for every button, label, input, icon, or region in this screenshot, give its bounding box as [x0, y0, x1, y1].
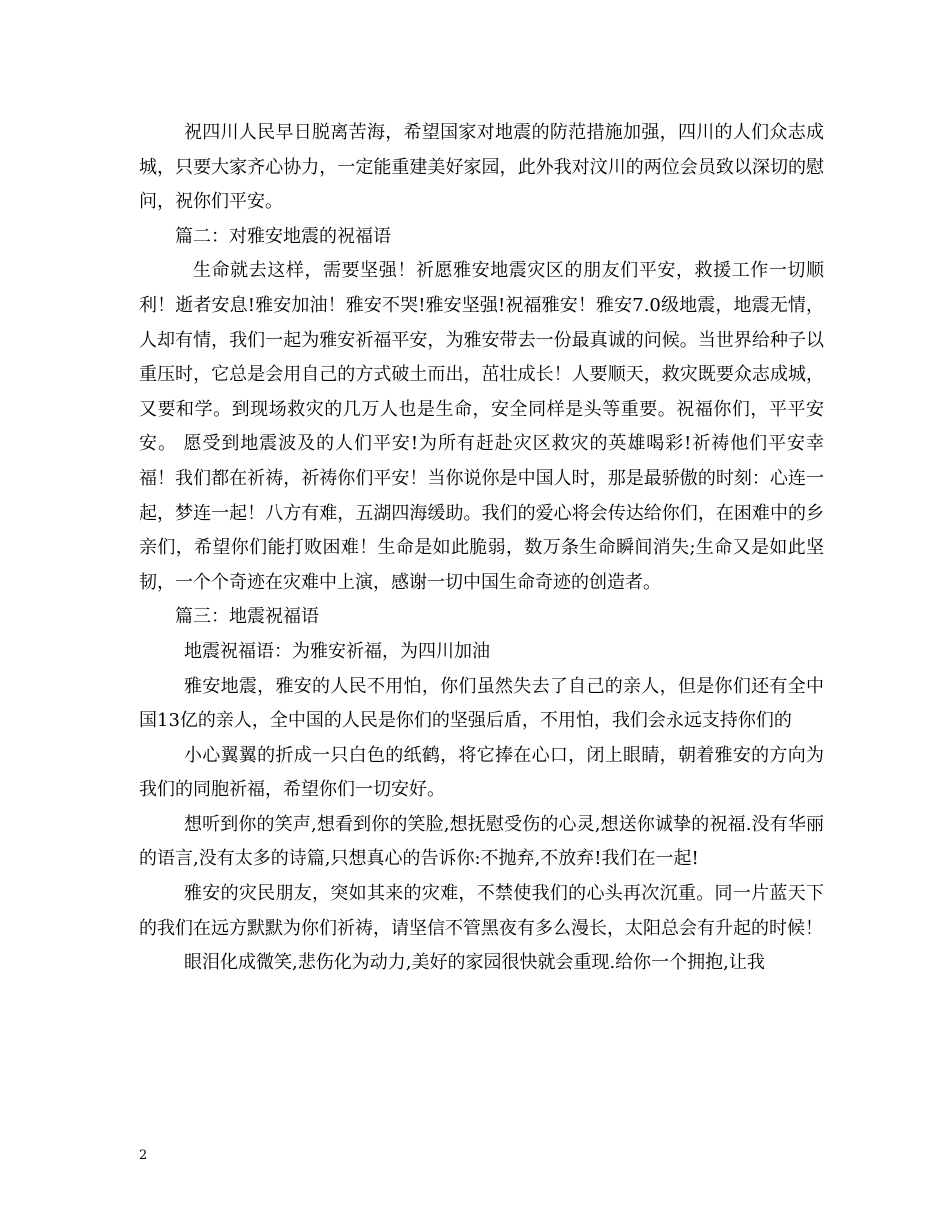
section-heading-part-two: 篇二：对雅安地震的祝福语: [175, 225, 391, 247]
section-subheading: 地震祝福语：为雅安祈福，为四川加油: [184, 640, 490, 662]
paragraph-prayers: 雅安的灾民朋友，突如其来的灾难，不禁使我们的心头再次沉重。同一片蓝天下的我们在远方默默为你们祈祷，请坚信不管黑夜有多么漫长，太阳总会有升起的时候！: [139, 883, 824, 939]
paragraph-smile: 想听到你的笑声,想看到你的笑脸,想抚慰受伤的心灵,想送你诚挚的祝福.没有华丽的语言,没有太多的诗篇,只想真心的告诉你:不抛弃,不放弃!我们在一起!: [139, 813, 824, 870]
paragraph-blessing-sichuan: 祝四川人民早日脱离苦海，希望国家对地震的防范措施加强，四川的人们众志成城，只要大家齐心协力，一定能重建美好家园，此外我对汶川的两位会员致以深切的慰问，祝你们平安。: [139, 122, 824, 213]
page-number: 2: [139, 1148, 148, 1163]
paragraph-yaan-blessings: 生命就去这样，需要坚强！祈愿雅安地震灾区的朋友们平安，救援工作一切顺利！逝者安息!雅安加油！雅安不哭!雅安坚强!祝福雅安！雅安7.0级地震，地震无情，人却有情，我们一起为雅安祈福平安，为雅安带去一份最真诚的问候。当世界给种子以重压时，它总是会用自己的方式破土而出，茁壮成长！人要顺天，救灾既要众志成城，又要和学。到现场救灾的几万人也是生命，安全同样是头等重要。祝福你们，平平安安。 愿受到地震波及的人们平安!为所有赶赴灾区救灾的英雄喝彩!祈祷他们平安幸福！我们都在祈祷，祈祷你们平安！当你说你是中国人时，那是最骄傲的时刻：心连一起，梦连一起！八方有难，五湖四海缓助。我们的爱心将会传达给你们，在困难中的乡亲们，希望你们能打败困难！生命是如此脆弱，数万条生命瞬间消失;生命又是如此坚韧，一个个奇迹在灾难中上演，感谢一切中国生命奇迹的创造者。: [139, 260, 824, 593]
section-heading-part-three: 篇三：地震祝福语: [175, 606, 319, 628]
document-body: [139, 116, 824, 981]
paragraph-tears-to-smile: 眼泪化成微笑,悲伤化为动力,美好的家园很快就会重现.给你一个拥抱,让我: [184, 952, 765, 974]
paragraph-paper-crane: 小心翼翼的折成一只白色的纸鹤，将它捧在心口，闭上眼睛，朝着雅安的方向为我们的同胞祈福，希望你们一切安好。: [139, 744, 824, 801]
paragraph-support: 雅安地震，雅安的人民不用怕，你们虽然失去了自己的亲人，但是你们还有全中国13亿的亲人，全中国的人民是你们的坚强后盾，不用怕，我们会永远支持你们的: [139, 675, 824, 732]
